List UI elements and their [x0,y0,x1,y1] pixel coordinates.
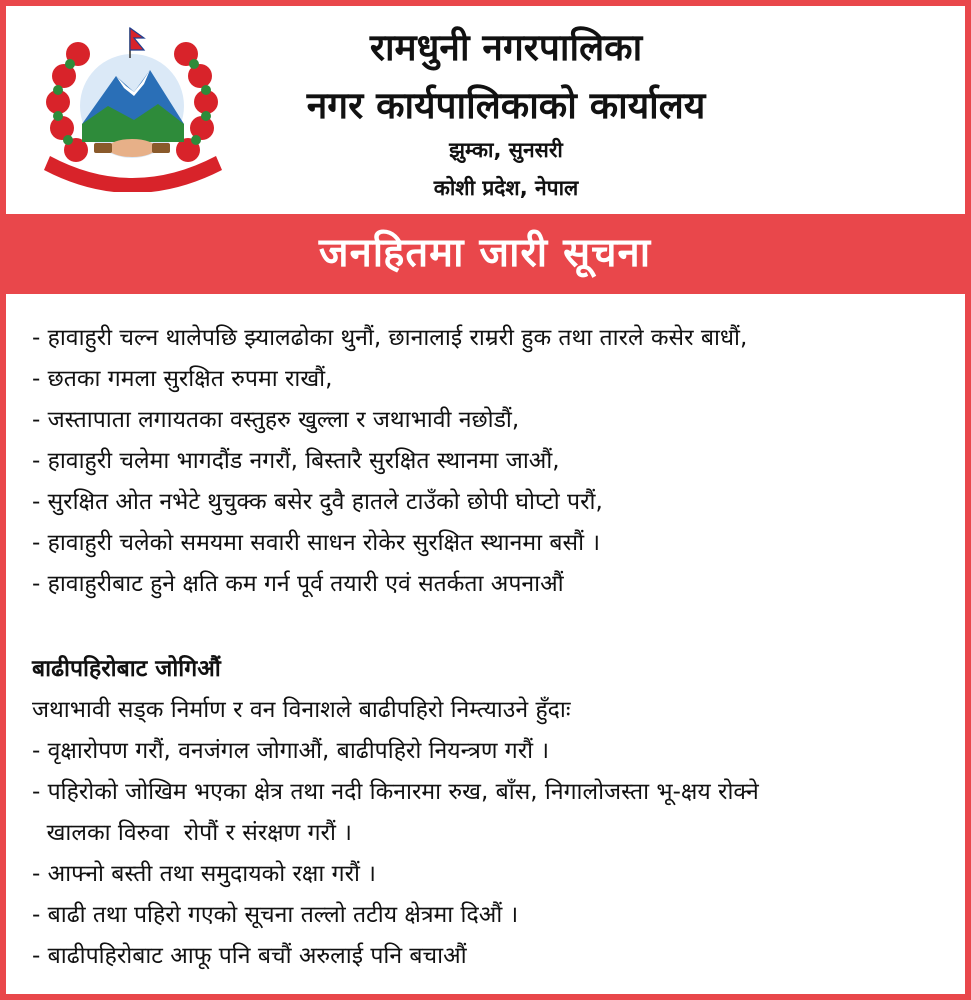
municipality-title: रामधुनी नगरपालिका [369,26,643,69]
list-item-continuation: खालका विरुवा रोपौं र संरक्षण गरौं । [32,820,352,846]
office-title: नगर कार्यपालिकाको कार्यालय [306,84,706,127]
list-item: - पहिरोको जोखिम भएका क्षेत्र तथा नदी किनारमा रुख, बाँस, निगालोजस्ता भू-क्षय रोक्ने [32,779,759,805]
banner [236,220,734,286]
nepal-flag-icon [130,28,144,58]
address-line-2: कोशी प्रदेश, नेपाल [433,176,579,200]
motto-ribbon-icon [44,156,222,192]
list-item: - बाढीपहिरोबाट आफू पनि बचौं अरुलाई पनि बचाऔं [32,943,467,969]
list-item: - वृक्षारोपण गरौं, वनजंगल जोगाऔं, बाढीपहिरो नियन्त्रण गरौं । [32,738,550,764]
notice-body [32,318,952,977]
list-item: - जस्तापाता लगायतका वस्तुहरु खुल्ला र जथाभावी नछोडौं, [32,407,520,433]
section-heading: बाढीपहिरोबाट जोगिऔं [32,656,221,682]
list-item: - हावाहुरीबाट हुने क्षति कम गर्न पूर्व तयारी एवं सतर्कता अपनाऔं [32,571,564,597]
address-line-1: झुम्का, सुनसरी [449,138,563,162]
header [6,6,965,214]
list-item: - बाढी तथा पहिरो गएको सूचना तल्लो तटीय क्षेत्रमा दिऔं । [32,902,519,928]
list-item: - हावाहुरी चल्न थालेपछि झ्यालढोका थुनौं, छानालाई राम्ररी हुक तथा तारले कसेर बाधौं, [32,325,748,351]
list-item: - सुरक्षित ओत नभेटे थुचुक्क बसेर दुवै हातले टाउँको छोपी घोप्टो परौं, [32,489,603,515]
nepal-emblem-icon [38,24,228,192]
section-spacer [32,605,952,649]
list-item: - आफ्नो बस्ती तथा समुदायको रक्षा गरौं । [32,861,377,887]
list-item: - छतका गमला सुरक्षित रुपमा राखौं, [32,366,333,392]
list-item: - हावाहुरी चलेको समयमा सवारी साधन रोकेर सुरक्षित स्थानमा बसौं । [32,530,601,556]
banner-strip [6,214,965,294]
list-item: - हावाहुरी चलेमा भागदौंड नगरौं, बिस्तारै सुरक्षित स्थानमा जाऔं, [32,448,560,474]
section-intro: जथाभावी सड्क निर्माण र वन विनाशले बाढीपहिरो निम्त्याउने हुँदाः [32,697,571,723]
banner-title: जनहितमा जारी सूचना [318,230,652,276]
